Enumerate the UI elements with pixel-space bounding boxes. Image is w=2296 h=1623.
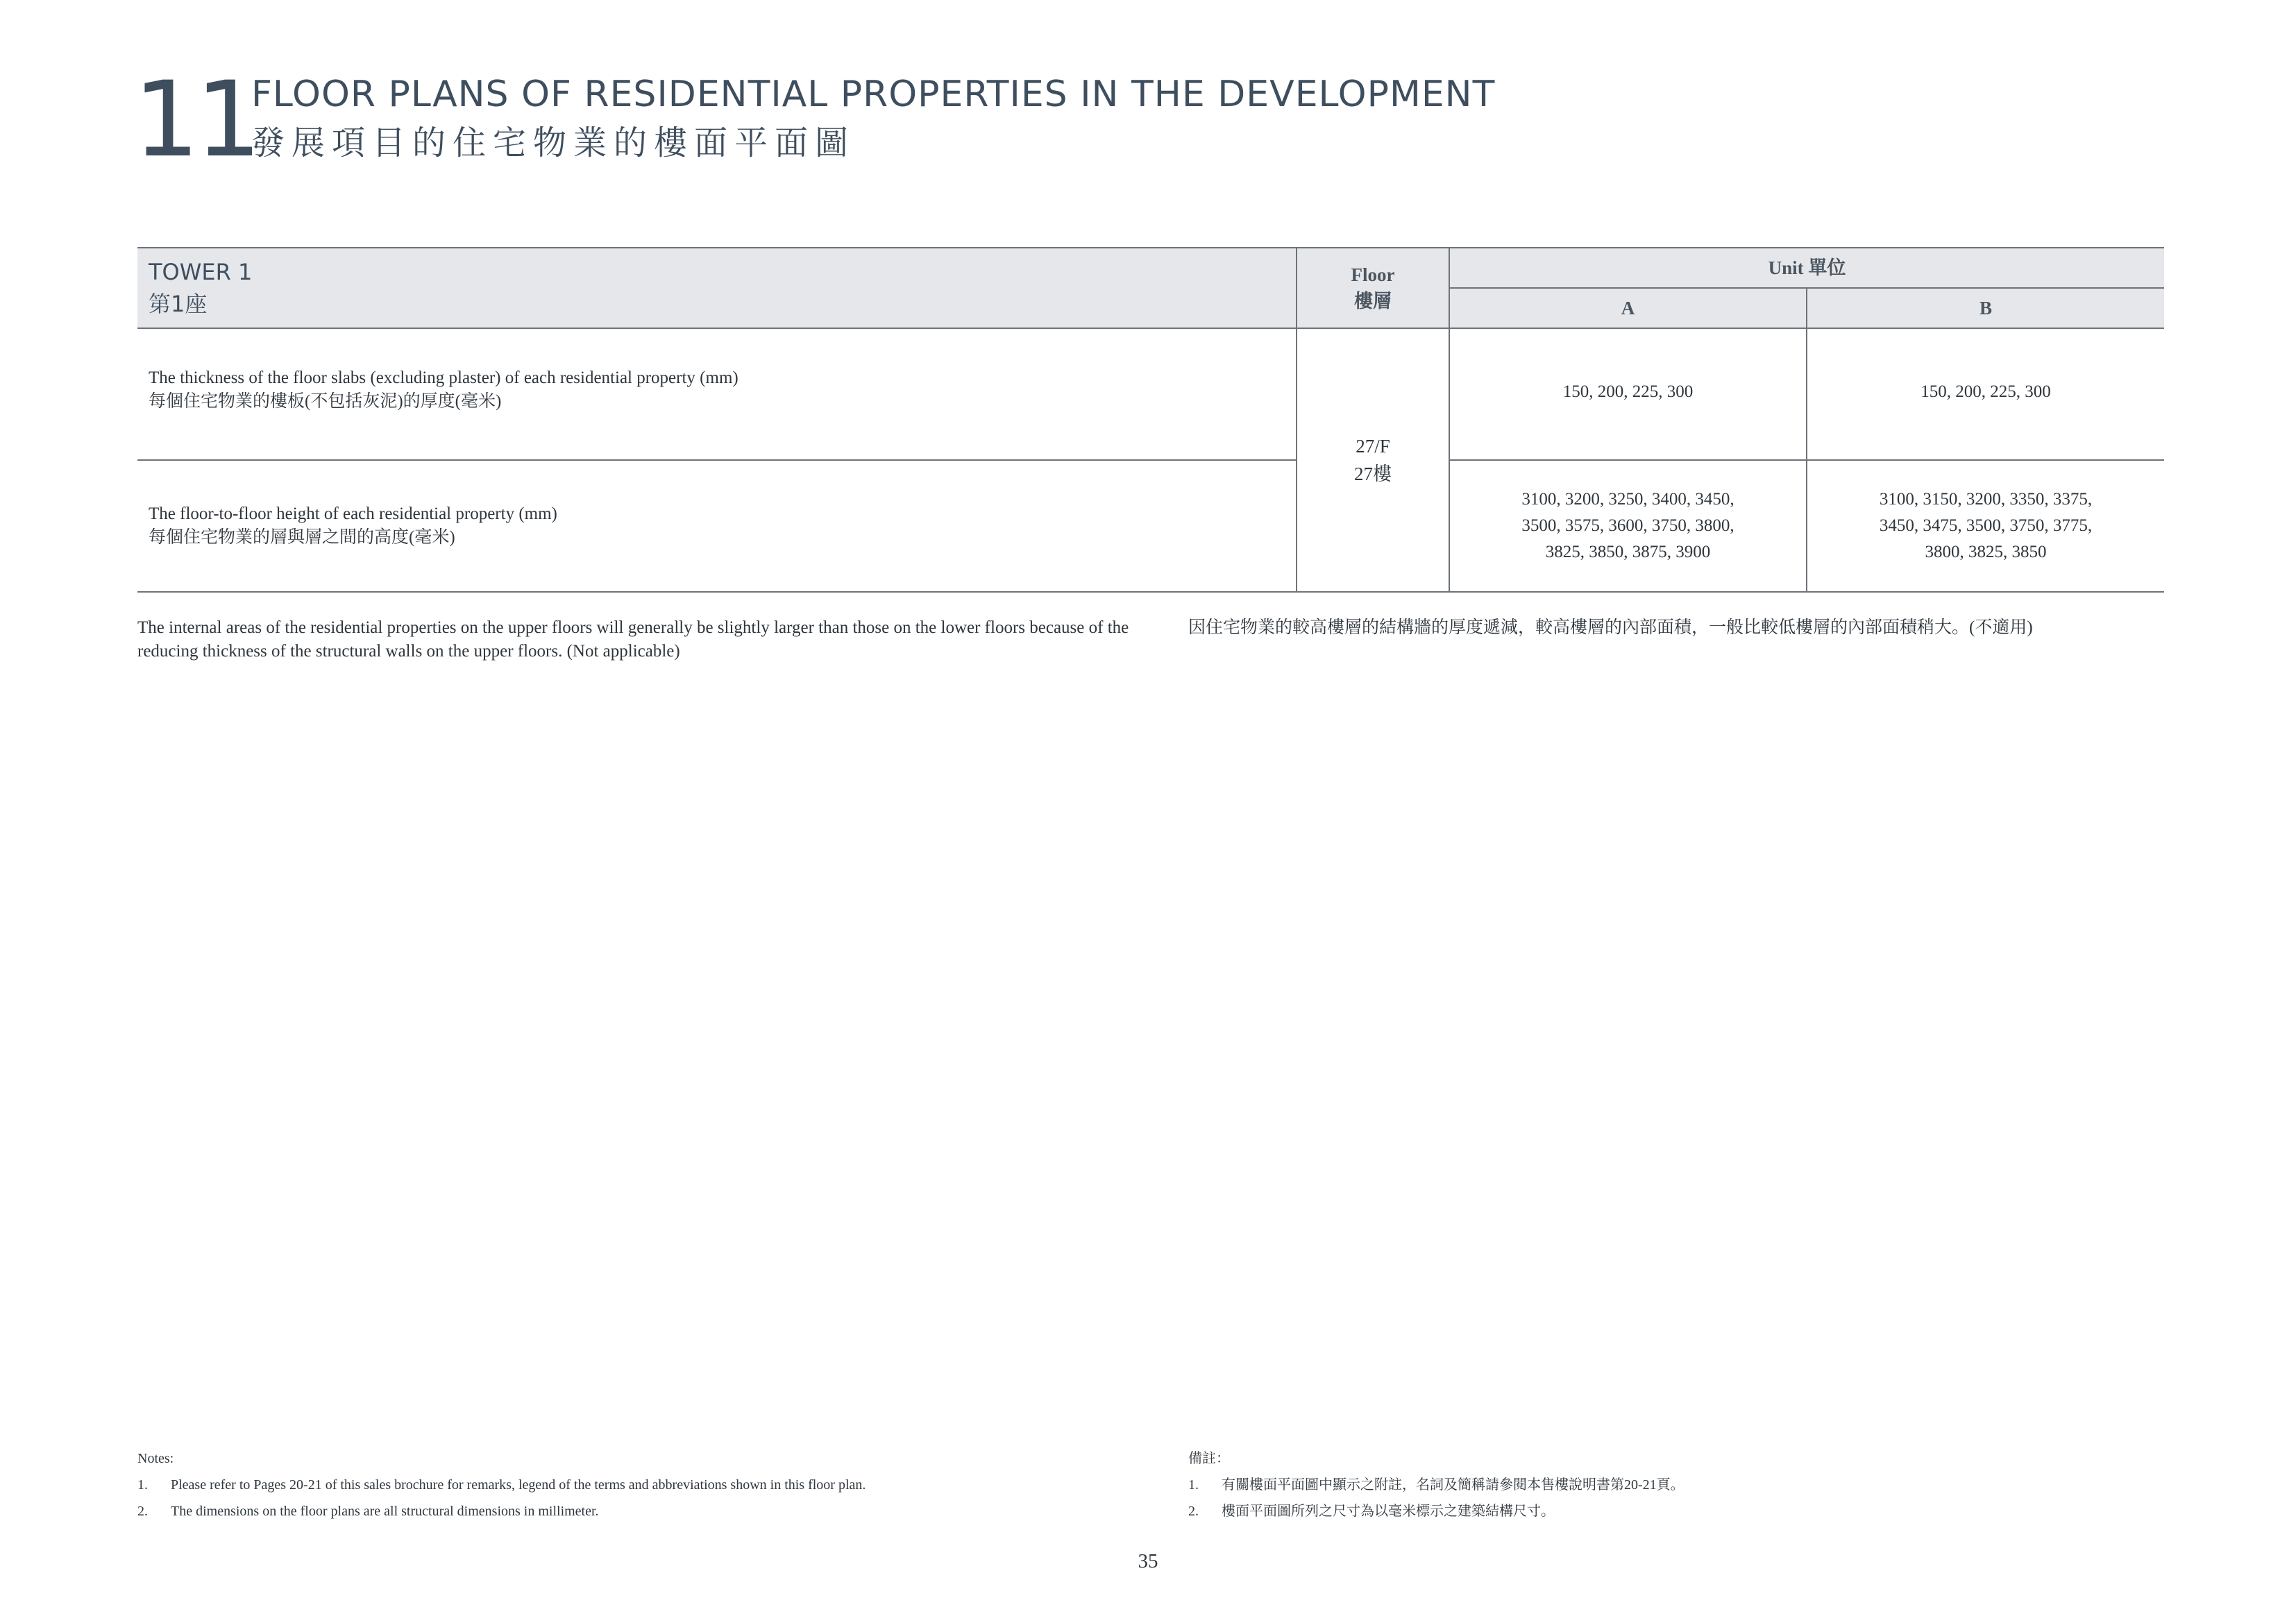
floor-specs-table xyxy=(137,247,2164,593)
floor-header-cell xyxy=(1297,248,1449,328)
table-row xyxy=(137,460,2164,592)
note-text: 樓面平面圖所列之尺寸為以毫米標示之建築結構尺寸。 xyxy=(1222,1504,1555,1519)
value-line: 3500, 3575, 3600, 3750, 3800, xyxy=(1521,516,1734,535)
section-title-en: FLOOR PLANS OF RESIDENTIAL PROPERTIES IN THE DEVELOPMENT xyxy=(251,74,1496,115)
row-label-zh: 每個住宅物業的樓板(不包括灰泥)的厚度(毫米) xyxy=(149,392,502,411)
unit-header: Unit 單位 xyxy=(1449,248,2164,288)
note-text: Please refer to Pages 20-21 of this sales brochure for remarks, legend of the terms and abbreviations shown in this floor plan. xyxy=(171,1477,866,1493)
note-item xyxy=(1188,1472,2160,1498)
row-label-cell xyxy=(137,460,1297,592)
notes-en xyxy=(137,1445,1151,1524)
unit-b-header: B xyxy=(1807,288,2164,328)
floor-value-zh: 27樓 xyxy=(1354,464,1392,484)
note-number: 2. xyxy=(1188,1504,1199,1519)
notes-zh xyxy=(1188,1445,2160,1524)
row-label-en: The thickness of the floor slabs (excluding plaster) of each residential property (mm) xyxy=(149,368,738,387)
note-number: 1. xyxy=(1188,1477,1199,1493)
value-line: 3100, 3200, 3250, 3400, 3450, xyxy=(1521,490,1734,509)
value-line: 150, 200, 225, 300 xyxy=(1921,382,2051,401)
unit-b-value-cell xyxy=(1807,460,2164,592)
unit-a-header: A xyxy=(1449,288,1807,328)
tower-label-en: TOWER 1 xyxy=(149,259,253,285)
notes-heading: Notes: xyxy=(137,1451,174,1466)
tower-label-zh: 第1座 xyxy=(149,291,208,317)
note-text: The dimensions on the floor plans are all structural dimensions in millimeter. xyxy=(171,1504,599,1519)
note-number: 2. xyxy=(137,1504,148,1519)
note-text: 有關樓面平面圖中顯示之附註，名詞及簡稱請參閱本售樓說明書第20-21頁。 xyxy=(1222,1477,1685,1493)
note-number: 1. xyxy=(137,1477,148,1493)
unit-b-value-cell xyxy=(1807,328,2164,460)
note-item xyxy=(1188,1498,2160,1524)
unit-a-value-cell xyxy=(1449,460,1807,592)
value-line: 3825, 3850, 3875, 3900 xyxy=(1545,543,1711,561)
notes-heading: 備註： xyxy=(1188,1451,1230,1466)
table-row xyxy=(137,328,2164,460)
remark-zh: 因住宅物業的較高樓層的結構牆的厚度遞減，較高樓層的內部面積，一般比較低樓層的內部面積稍大。(不適用) xyxy=(1188,618,2033,637)
section-title-zh: 發展項目的住宅物業的樓面平面圖 xyxy=(251,124,856,162)
tower-header-cell xyxy=(137,248,1297,328)
note-item xyxy=(137,1498,1151,1524)
value-line: 3100, 3150, 3200, 3350, 3375, xyxy=(1879,490,2093,509)
value-line: 150, 200, 225, 300 xyxy=(1562,382,1694,401)
value-line: 3800, 3825, 3850 xyxy=(1925,543,2047,561)
note-item xyxy=(137,1472,1151,1498)
floor-value-en: 27/F xyxy=(1356,436,1390,457)
row-label-zh: 每個住宅物業的層與層之間的高度(毫米) xyxy=(149,528,455,547)
row-label-cell xyxy=(137,328,1297,460)
remark-en: The internal areas of the residential properties on the upper floors will generally be slightly larger than those on the lower floors because of the reducing thickness of the structural walls on the upper floors. (Not applicable) xyxy=(137,618,1129,661)
row-label-en: The floor-to-floor height of each residential property (mm) xyxy=(149,504,557,523)
floor-header-zh: 樓層 xyxy=(1354,291,1392,312)
page-number: 35 xyxy=(1138,1550,1158,1572)
value-line: 3450, 3475, 3500, 3750, 3775, xyxy=(1879,516,2093,535)
unit-a-value-cell xyxy=(1449,328,1807,460)
section-number: 11 xyxy=(133,60,258,180)
floor-header-en: Floor xyxy=(1351,264,1395,285)
floor-value-cell xyxy=(1297,328,1449,592)
